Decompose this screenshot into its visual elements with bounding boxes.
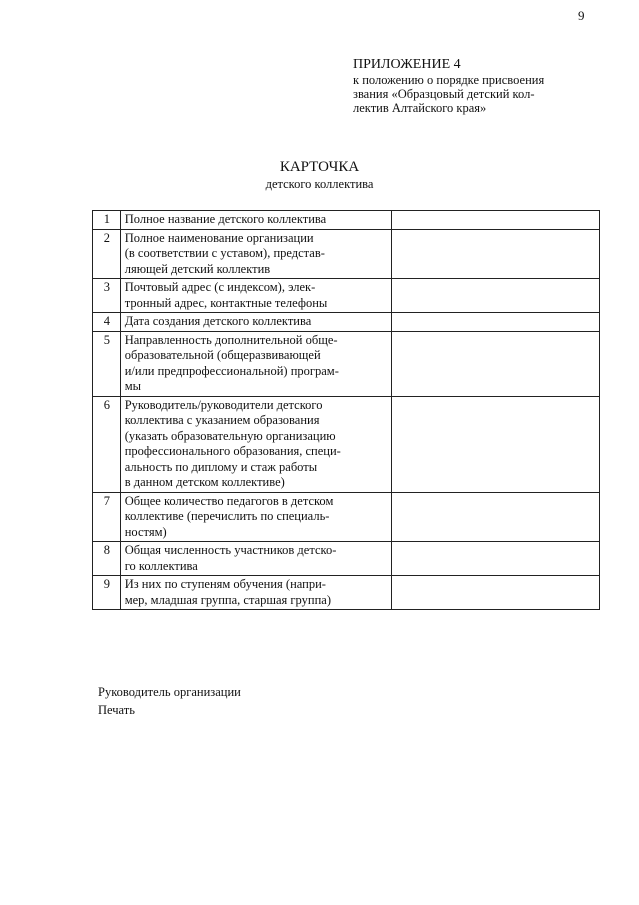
table-row [93,331,600,396]
row-description [120,576,391,610]
signature-label: Руководитель организации [98,685,241,699]
appendix-line: звания «Образцовый детский кол- [353,87,535,101]
table-row [93,229,600,279]
description-line: и/или предпрофессиональной) програм- [124,363,339,378]
row-number: 4 [93,313,121,332]
description-line: альность по диплому и стаж работы [124,459,318,474]
table-row [93,542,600,576]
table-row [93,396,600,492]
appendix-line: к положению о порядке присвоения [353,73,545,87]
row-number: 6 [93,396,121,492]
row-description [120,331,391,396]
description-line: в данном детском коллективе) [124,475,285,489]
row-value [392,331,600,396]
row-number: 9 [93,576,121,610]
row-value [392,576,600,610]
row-description [120,396,391,492]
description-line: мы [124,379,142,393]
row-value [392,313,600,332]
description-line: Почтовый адрес (с индексом), элек- [124,280,316,294]
row-number: 2 [93,229,121,279]
appendix-block [353,57,589,115]
description-line: мер, младшая группа, старшая группа) [124,592,331,607]
card-title: КАРТОЧКА [279,159,360,175]
table-row [93,313,600,332]
description-line: ностям) [124,524,167,539]
page-number: 9 [578,8,585,23]
description-line: (указать образовательную организацию [124,428,336,443]
row-description [120,492,391,542]
table-row [93,492,600,542]
row-description [120,542,391,576]
description-line: Направленность дополнительной обще- [124,332,338,347]
row-number: 3 [93,279,121,313]
row-description [120,229,391,279]
row-description [120,279,391,313]
card-subtitle: детского коллектива [265,177,374,191]
description-line: коллектива с указанием образования [124,413,320,427]
description-line: образовательной (общеразвивающей [124,348,321,362]
description-line: коллективе (перечислить по специаль- [124,509,330,523]
description-line: ляющей детский коллектив [124,261,271,276]
footer [98,683,241,719]
description-line: го коллектива [124,558,198,573]
description-line: Из них по ступеням обучения (напри- [124,577,326,591]
description-line: Общая численность участников детско- [124,543,337,557]
appendix-title: ПРИЛОЖЕНИЕ 4 [353,57,461,72]
row-value [392,211,600,230]
row-number: 5 [93,331,121,396]
table-row [93,576,600,610]
row-number: 8 [93,542,121,576]
table-row [93,211,600,230]
description-line: Дата создания детского коллектива [124,314,312,328]
description-line: (в соответствии с уставом), представ- [124,246,325,260]
row-number: 7 [93,492,121,542]
description-line: Полное название детского коллектива [124,212,327,226]
row-value [392,492,600,542]
stamp-label: Печать [98,703,135,717]
row-value [392,279,600,313]
appendix-line: лектив Алтайского края» [353,101,487,115]
description-line: профессионального образования, специ- [124,444,341,458]
table-row [93,279,600,313]
row-value [392,396,600,492]
row-description [120,313,391,332]
row-number: 1 [93,211,121,230]
description-line: Общее количество педагогов в детском [124,493,334,508]
row-description [120,211,391,230]
description-line: тронный адрес, контактные телефоны [124,295,328,310]
row-value [392,542,600,576]
description-line: Полное наименование организации [124,230,314,245]
row-value [392,229,600,279]
card-table [92,210,600,610]
description-line: Руководитель/руководители детского [124,397,323,412]
